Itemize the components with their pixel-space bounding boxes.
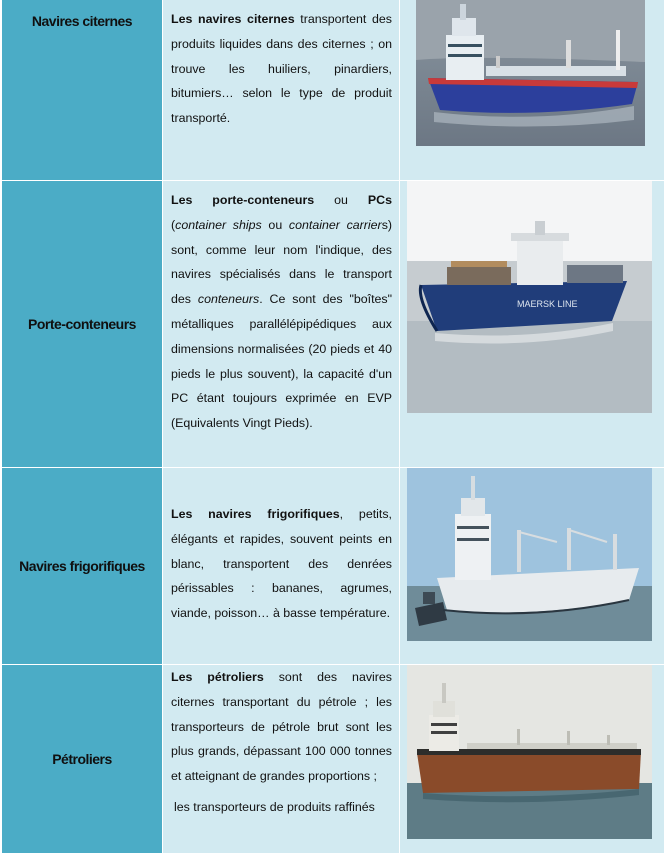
image-cell xyxy=(400,0,664,180)
description-span: ou xyxy=(314,193,368,207)
description-bold: Les navires citernes xyxy=(171,12,295,26)
row-header-cell xyxy=(2,0,162,180)
description-text xyxy=(171,502,392,626)
description-cell xyxy=(163,181,399,467)
description-rest: , petits, élégants et rapides, souvent peints en blanc, transportent des denrées périssables : bananes, agrumes, viande, poisson… à basse température. xyxy=(171,507,392,621)
description-cell xyxy=(163,468,399,664)
image-cell xyxy=(400,665,664,853)
row-header-cell xyxy=(2,468,162,664)
table-row xyxy=(0,468,664,664)
description-text xyxy=(171,7,392,131)
ship-type-label: Pétroliers xyxy=(52,751,112,767)
ship-type-label: Navires citernes xyxy=(31,13,133,29)
description-bold: Les navires frigorifiques xyxy=(171,507,340,521)
table-row xyxy=(0,665,664,853)
ship-type-label: Navires frigorifiques xyxy=(19,558,145,574)
tanker-ship-photo xyxy=(416,0,645,146)
description-rest: transportent des produits liquides dans des citernes ; on trouve les huiliers, pinardiers, bitumiers… selon le type de produit transporté. xyxy=(171,12,392,126)
description-span: . Ce sont des "boîtes" métalliques parallélépipédiques aux dimensions normalisées (20 pieds et 40 pieds le plus souvent), la capacité d'un PC étant toujours exprimée en EVP (Equivalents Vingt Pieds). xyxy=(171,292,392,431)
description-cell xyxy=(163,665,399,853)
description-bold: Les pétroliers xyxy=(171,670,264,684)
oil-tanker-photo xyxy=(407,665,652,839)
row-header-cell xyxy=(2,665,162,853)
description-cell xyxy=(163,0,399,180)
table-row xyxy=(0,181,664,467)
svg-text:MAERSK LINE: MAERSK LINE xyxy=(517,299,578,309)
description-extra: les transporteurs de produits raffinés xyxy=(174,799,375,814)
container-ship-photo xyxy=(407,181,652,413)
image-cell xyxy=(400,181,664,467)
description-text-continued xyxy=(171,795,392,820)
description-italic: conteneurs xyxy=(197,292,260,307)
description-italic: container carrier xyxy=(288,217,382,232)
reefer-ship-photo xyxy=(407,468,652,641)
description-bold: PCs xyxy=(367,193,393,207)
table-row xyxy=(0,0,664,180)
description-bold: Les porte-conteneurs xyxy=(171,193,315,207)
description-span: s) sont, comme leur nom l'indique, des navires spécialisés dans le transport des xyxy=(171,217,393,307)
description-italic: container ships xyxy=(175,217,262,232)
image-cell xyxy=(400,468,664,664)
description-span: ( xyxy=(171,217,176,232)
description-text xyxy=(171,665,392,789)
description-text xyxy=(171,188,392,436)
ship-type-label: Porte-conteneurs xyxy=(28,316,136,332)
row-header-cell xyxy=(2,181,162,467)
description-span: ou xyxy=(261,217,289,232)
description-rest: sont des navires citernes transportant du pétrole ; les transporteurs de pétrole brut sont les plus grands, dépassant 100 000 tonnes et atteignant de grandes proportions ; xyxy=(171,670,392,784)
